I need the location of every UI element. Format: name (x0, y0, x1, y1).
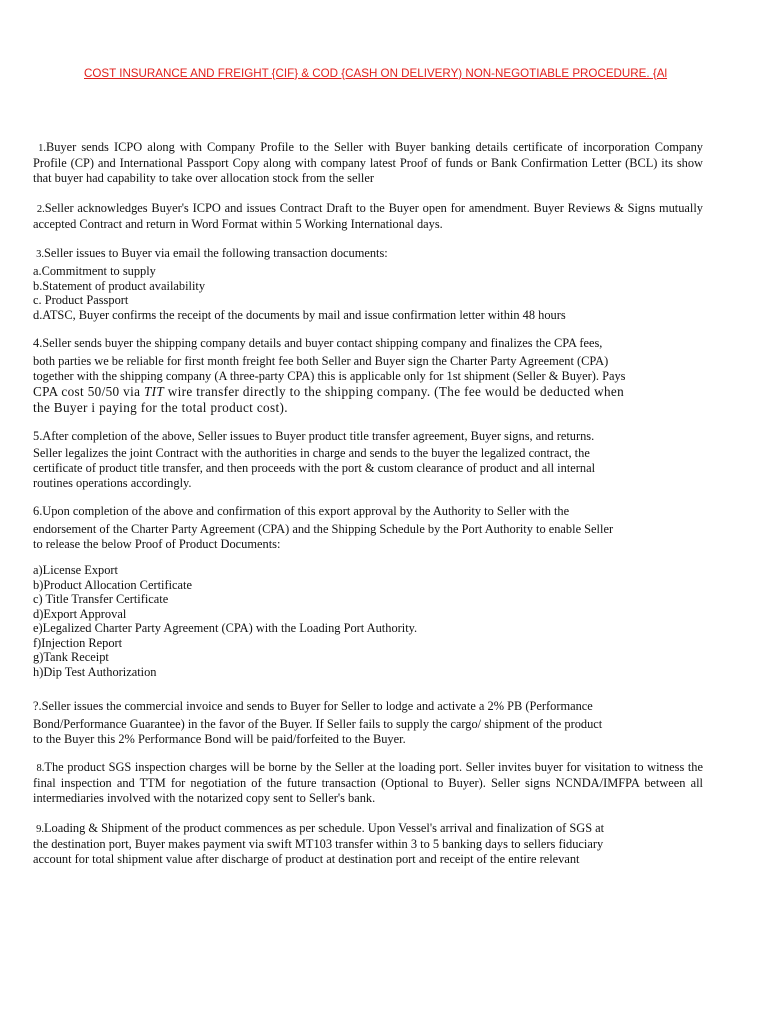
list-item: f)Injection Report (33, 635, 123, 650)
paragraph-4-line: together with the shipping company (A three-party CPA) this is applicable only for 1st shipment (Seller & Buyer). Pays (33, 369, 626, 383)
list-item: h)Dip Test Authorization (33, 664, 157, 679)
list-item: d.ATSC, Buyer confirms the receipt of the documents by mail and issue confirmation letter within 48 hours (33, 307, 566, 322)
paragraph-6-line: to release the below Proof of Product Documents: (33, 537, 281, 551)
paragraph-4-line: both parties we be reliable for first month freight fee both Seller and Buyer sign the Charter Party Agreement (CPA) (33, 354, 609, 368)
paragraph-2-text: Seller acknowledges Buyer's ICPO and issues Contract Draft to the Buyer open for amendment. Buyer Reviews & Signs mutually accepted Contract and return in Word Format within 5 Working International days. (33, 201, 704, 231)
paragraph-4-line (33, 384, 703, 400)
paragraph-3-text: Seller issues to Buyer via email the following transaction documents: (43, 246, 388, 260)
transaction-documents-list (33, 264, 566, 322)
paragraph-4-line-part: wire transfer directly to the shipping company. (The fee would be deducted when (164, 384, 625, 399)
paragraph-4-line-part: TIT (143, 384, 165, 399)
paragraph-7-line: ?.Seller issues the commercial invoice and sends to Buyer for Seller to lodge and activate a 2% PB (Performance (33, 699, 593, 713)
paragraph-9-line (33, 821, 703, 837)
list-item: b.Statement of product availability (33, 278, 206, 293)
paragraph-7 (33, 699, 703, 747)
paragraph-9 (33, 821, 703, 867)
paragraph-9-line: account for total shipment value after discharge of product at destination port and receipt of the entire relevant (33, 852, 580, 866)
paragraph-6 (33, 504, 703, 552)
paragraph-4-line-part: CPA cost 50/50 via (33, 384, 144, 399)
paragraph-5-line: Seller legalizes the joint Contract with the authorities in charge and sends to the buyer the legalized contract, the (33, 446, 590, 460)
list-item: a)License Export (33, 563, 118, 577)
paragraph-9-number: 9. (36, 824, 44, 835)
list-item: a.Commitment to supply (33, 264, 156, 278)
paragraph-5-line: certificate of product title transfer, and then proceeds with the port & custom clearance of product and all internal (33, 461, 596, 475)
paragraph-7-line: Bond/Performance Guarantee) in the favor of the Buyer. If Seller fails to supply the cargo/ shipment of the product (33, 717, 603, 731)
paragraph-8 (33, 760, 703, 806)
list-item: b)Product Allocation Certificate (33, 577, 192, 592)
paragraph-4 (33, 336, 703, 415)
paragraph-8-text: The product SGS inspection charges will be borne by the Seller at the loading port. Seller invites buyer for visitation to witness the final inspection and TTM for negotiation of the future transaction (Optional to Buyer). Seller signs NCNDA/IMFPA between all intermediaries involved with the notarized copy sent to Seller's bank. (33, 760, 703, 805)
proof-of-product-documents-list (33, 563, 417, 679)
list-item: d)Export Approval (33, 606, 127, 621)
paragraph-5-line: routines operations accordingly. (33, 476, 192, 490)
paragraph-1-text: Buyer sends ICPO along with Company Profile to the Seller with Buyer banking details certificate of incorporation Company Profile (CP) and International Passport Copy along with company latest Proof of funds or Bank Confirmation Letter (BCL) its show that buyer had capability to take over allocation stock from the seller (33, 140, 703, 185)
paragraph-3 (33, 246, 703, 262)
paragraph-5 (33, 429, 703, 491)
list-item: g)Tank Receipt (33, 650, 109, 664)
paragraph-9-line: the destination port, Buyer makes payment via swift MT103 transfer within 3 to 5 banking days to sellers fiduciary (33, 837, 604, 851)
paragraph-7-line: to the Buyer this 2% Performance Bond will be paid/forfeited to the Buyer. (33, 732, 406, 746)
paragraph-2-number: 2. (36, 204, 45, 215)
paragraph-6-line: 6.Upon completion of the above and confirmation of this export approval by the Authority to Seller with the (33, 504, 570, 518)
paragraph-8-number: 8. (36, 763, 45, 774)
paragraph-5-line: 5.After completion of the above, Seller issues to Buyer product title transfer agreement, Buyer signs, and returns. (33, 429, 595, 443)
paragraph-4-line: 4.Seller sends buyer the shipping company details and buyer contact shipping company and finalizes the CPA fees, (33, 336, 603, 350)
paragraph-1-number: 1. (38, 143, 46, 154)
list-item: c) Title Transfer Certificate (33, 592, 169, 606)
paragraph-9-line-text: Loading & Shipment of the product commences as per schedule. Upon Vessel's arrival and finalization of SGS at (43, 821, 605, 835)
paragraph-1 (33, 140, 703, 186)
list-item: c. Product Passport (33, 293, 129, 307)
paragraph-3-number: 3. (36, 249, 44, 260)
paragraph-4-line: the Buyer i paying for the total product cost). (33, 400, 288, 415)
paragraph-6-line: endorsement of the Charter Party Agreement (CPA) and the Shipping Schedule by the Port Authority to enable Seller (33, 522, 614, 536)
paragraph-2 (33, 201, 703, 232)
document-title: COST INSURANCE AND FREIGHT {CIF} & COD {CASH ON DELIVERY) NON-NEGOTIABLE PROCEDURE. {Al (84, 67, 668, 80)
list-item: e)Legalized Charter Party Agreement (CPA) with the Loading Port Authority. (33, 621, 418, 635)
